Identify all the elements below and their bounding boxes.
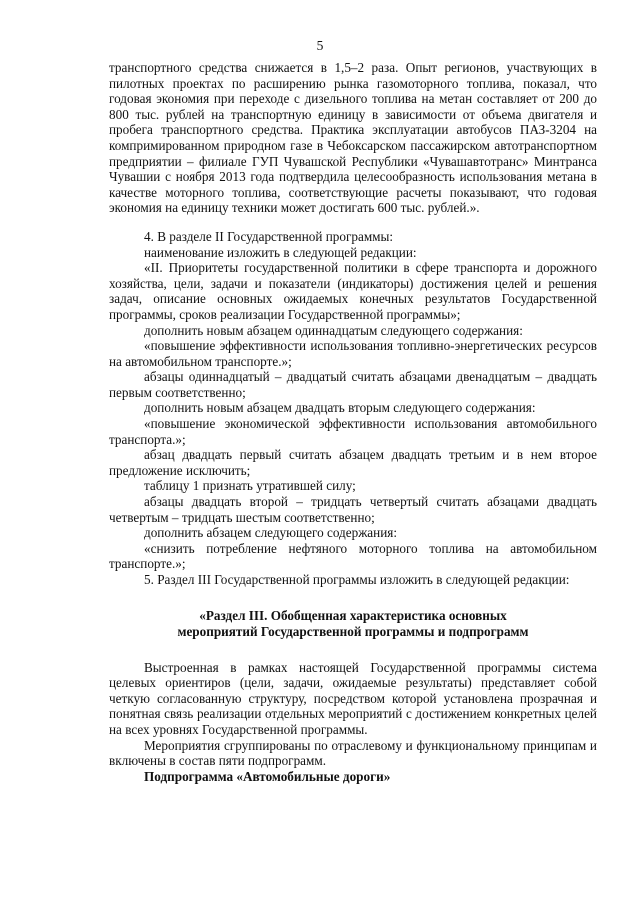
paragraph: Выстроенная в рамках настоящей Государственной программы система целевых ориентиров (цели, задачи, ожидаемые результаты) представляет собой четкую согласованную структуру, посредством которой установлена прозрачная и понятная связь реализации отдельных мероприятий с достижением конкретных целей на всех уровнях Государственной программы.	[109, 659, 597, 737]
document-body	[109, 60, 597, 784]
section-heading-line-1: «Раздел III. Обобщенная характеристика основных	[199, 607, 507, 623]
paragraph: дополнить новым абзацем двадцать вторым следующего содержания:	[144, 400, 536, 416]
paragraph: «II. Приоритеты государственной политики в сфере транспорта и дорожного хозяйства, цели, задачи и показатели (индикаторы) достижения целей и решения задач, описание основных ожидаемых конечных результатов Государственной программы, сроков реализации Государственной программы»;	[109, 260, 597, 322]
paragraph: таблицу 1 признать утратившей силу;	[144, 478, 356, 494]
section-heading-line-2: мероприятий Государственной программы и подпрограмм	[177, 623, 529, 639]
paragraph: наименование изложить в следующей редакции:	[144, 244, 417, 260]
paragraph: абзацы одиннадцатый – двадцатый считать абзацами двенадцатым – двадцать первым соответственно;	[109, 369, 597, 400]
paragraph: Мероприятия сгруппированы по отраслевому и функциональному принципам и включены в состав пяти подпрограмм.	[109, 737, 597, 769]
paragraph: «повышение экономической эффективности использования автомобильного транспорта.»;	[109, 416, 597, 447]
paragraph: «снизить потребление нефтяного моторного топлива на автомобильном транспорте.»;	[109, 540, 597, 572]
paragraph: абзац двадцать первый считать абзацем двадцать третьим и в нем второе предложение исключить;	[109, 447, 597, 478]
paragraph: абзацы двадцать второй – тридцать четвертый считать абзацами двадцать четвертым – тридцать шестым соответственно;	[109, 494, 597, 525]
paragraph: дополнить абзацем следующего содержания:	[144, 525, 398, 541]
paragraph: 5. Раздел III Государственной программы изложить в следующей редакции:	[144, 572, 570, 587]
paragraph: 4. В разделе II Государственной программы:	[144, 228, 394, 244]
subprogram-title: Подпрограмма «Автомобильные дороги»	[144, 768, 391, 784]
paragraph: транспортного средства снижается в 1,5–2 раза. Опыт регионов, участвующих в пилотных проектах по расширению рынка газомоторного топлива, показал, что годовая экономия при переходе с дизельного топлива на метан составляет от 200 до 800 тыс. рублей на транспортную единицу в зависимости от объема двигателя и пробега транспортного средства. Практика эксплуатации автобусов ПАЗ-3204 на компримированном природном газе в Чебоксарском пассажирском автотранспортном предприятии – филиале ГУП Чувашской Республики «Чувашавтотранс» Минтранса Чувашии с ноября 2013 года подтвердила целесообразность использования метана в качестве моторного топлива, соответствующие расчеты показывают, что годовая экономия на единицу техники может достигать 600 тыс. рублей.».	[109, 60, 597, 216]
paragraph: дополнить новым абзацем одиннадцатым следующего содержания:	[144, 322, 523, 338]
page-number: 5	[316, 38, 324, 53]
paragraph: «повышение эффективности использования топливно-энергетических ресурсов на автомобильном транспорте.»;	[109, 338, 597, 369]
